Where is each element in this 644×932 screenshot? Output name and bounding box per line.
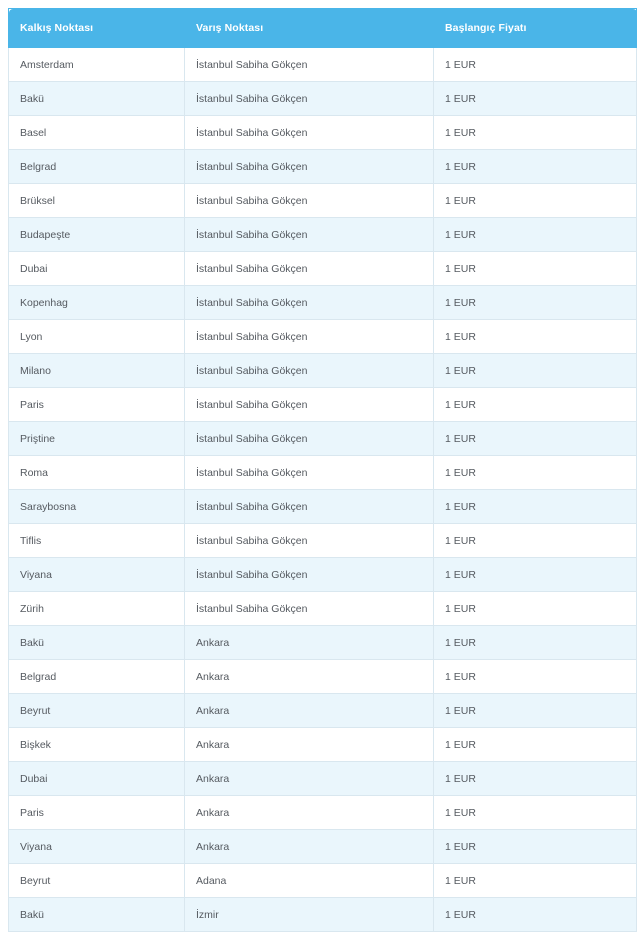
- cell-arrival: Ankara: [185, 694, 434, 728]
- cell-departure: Tiflis: [9, 524, 185, 558]
- cell-arrival: Ankara: [185, 626, 434, 660]
- cell-starting-price: 1 EUR: [434, 558, 637, 592]
- table-row: [9, 422, 637, 456]
- cell-departure: Belgrad: [9, 150, 185, 184]
- cell-departure: Paris: [9, 388, 185, 422]
- cell-departure: Beyrut: [9, 694, 185, 728]
- table-row: [9, 592, 637, 626]
- table-row: [9, 660, 637, 694]
- cell-arrival: Ankara: [185, 830, 434, 864]
- cell-starting-price: 1 EUR: [434, 116, 637, 150]
- cell-departure: Brüksel: [9, 184, 185, 218]
- table-row: [9, 218, 637, 252]
- cell-arrival: Ankara: [185, 762, 434, 796]
- cell-departure: Basel: [9, 116, 185, 150]
- cell-starting-price: 1 EUR: [434, 320, 637, 354]
- cell-arrival: İstanbul Sabiha Gökçen: [185, 592, 434, 626]
- cell-starting-price: 1 EUR: [434, 286, 637, 320]
- table-row: [9, 762, 637, 796]
- cell-departure: Beyrut: [9, 864, 185, 898]
- table-row: [9, 150, 637, 184]
- flights-price-table: [8, 8, 637, 932]
- cell-starting-price: 1 EUR: [434, 422, 637, 456]
- table-row: [9, 796, 637, 830]
- cell-departure: Bakü: [9, 82, 185, 116]
- cell-arrival: Adana: [185, 864, 434, 898]
- table-row: [9, 252, 637, 286]
- table-row: [9, 524, 637, 558]
- cell-arrival: İstanbul Sabiha Gökçen: [185, 252, 434, 286]
- table-row: [9, 320, 637, 354]
- cell-starting-price: 1 EUR: [434, 252, 637, 286]
- cell-starting-price: 1 EUR: [434, 694, 637, 728]
- cell-departure: Bişkek: [9, 728, 185, 762]
- cell-departure: Lyon: [9, 320, 185, 354]
- cell-starting-price: 1 EUR: [434, 490, 637, 524]
- table-body: [9, 48, 637, 932]
- table-row: [9, 728, 637, 762]
- table-header-row: [9, 9, 637, 48]
- cell-arrival: Ankara: [185, 796, 434, 830]
- cell-arrival: İstanbul Sabiha Gökçen: [185, 82, 434, 116]
- cell-departure: Viyana: [9, 830, 185, 864]
- cell-arrival: İstanbul Sabiha Gökçen: [185, 48, 434, 82]
- cell-arrival: İstanbul Sabiha Gökçen: [185, 286, 434, 320]
- cell-departure: Saraybosna: [9, 490, 185, 524]
- cell-departure: Dubai: [9, 762, 185, 796]
- cell-departure: Dubai: [9, 252, 185, 286]
- cell-starting-price: 1 EUR: [434, 898, 637, 932]
- cell-arrival: İstanbul Sabiha Gökçen: [185, 218, 434, 252]
- cell-arrival: İstanbul Sabiha Gökçen: [185, 558, 434, 592]
- cell-starting-price: 1 EUR: [434, 150, 637, 184]
- table-row: [9, 388, 637, 422]
- cell-departure: Priştine: [9, 422, 185, 456]
- cell-departure: Kopenhag: [9, 286, 185, 320]
- cell-arrival: İstanbul Sabiha Gökçen: [185, 422, 434, 456]
- cell-departure: Belgrad: [9, 660, 185, 694]
- cell-starting-price: 1 EUR: [434, 830, 637, 864]
- cell-arrival: İstanbul Sabiha Gökçen: [185, 490, 434, 524]
- table-header: [9, 9, 637, 48]
- table-row: [9, 286, 637, 320]
- cell-arrival: İstanbul Sabiha Gökçen: [185, 524, 434, 558]
- table-row: [9, 116, 637, 150]
- cell-arrival: İzmir: [185, 898, 434, 932]
- cell-starting-price: 1 EUR: [434, 48, 637, 82]
- table-row: [9, 558, 637, 592]
- column-header-arrival: Varış Noktası: [185, 9, 434, 48]
- table-row: [9, 898, 637, 932]
- cell-arrival: Ankara: [185, 728, 434, 762]
- cell-arrival: İstanbul Sabiha Gökçen: [185, 150, 434, 184]
- cell-arrival: İstanbul Sabiha Gökçen: [185, 388, 434, 422]
- table-row: [9, 82, 637, 116]
- column-header-departure: Kalkış Noktası: [9, 9, 185, 48]
- cell-arrival: İstanbul Sabiha Gökçen: [185, 184, 434, 218]
- table-row: [9, 184, 637, 218]
- cell-departure: Bakü: [9, 898, 185, 932]
- table-row: [9, 48, 637, 82]
- cell-starting-price: 1 EUR: [434, 354, 637, 388]
- cell-departure: Bakü: [9, 626, 185, 660]
- table-row: [9, 864, 637, 898]
- cell-arrival: İstanbul Sabiha Gökçen: [185, 354, 434, 388]
- table-row: [9, 626, 637, 660]
- cell-departure: Budapeşte: [9, 218, 185, 252]
- cell-arrival: Ankara: [185, 660, 434, 694]
- cell-starting-price: 1 EUR: [434, 864, 637, 898]
- cell-starting-price: 1 EUR: [434, 82, 637, 116]
- cell-starting-price: 1 EUR: [434, 796, 637, 830]
- cell-starting-price: 1 EUR: [434, 728, 637, 762]
- cell-departure: Amsterdam: [9, 48, 185, 82]
- cell-departure: Paris: [9, 796, 185, 830]
- cell-starting-price: 1 EUR: [434, 524, 637, 558]
- cell-starting-price: 1 EUR: [434, 762, 637, 796]
- cell-starting-price: 1 EUR: [434, 218, 637, 252]
- cell-departure: Viyana: [9, 558, 185, 592]
- cell-arrival: İstanbul Sabiha Gökçen: [185, 116, 434, 150]
- cell-departure: Roma: [9, 456, 185, 490]
- cell-starting-price: 1 EUR: [434, 388, 637, 422]
- cell-starting-price: 1 EUR: [434, 660, 637, 694]
- table-row: [9, 830, 637, 864]
- cell-starting-price: 1 EUR: [434, 456, 637, 490]
- table-row: [9, 354, 637, 388]
- table-row: [9, 490, 637, 524]
- table-row: [9, 456, 637, 490]
- cell-arrival: İstanbul Sabiha Gökçen: [185, 320, 434, 354]
- column-header-starting-price: Başlangıç Fiyatı: [434, 9, 637, 48]
- cell-departure: Milano: [9, 354, 185, 388]
- cell-starting-price: 1 EUR: [434, 592, 637, 626]
- cell-arrival: İstanbul Sabiha Gökçen: [185, 456, 434, 490]
- cell-departure: Zürih: [9, 592, 185, 626]
- cell-starting-price: 1 EUR: [434, 184, 637, 218]
- table-row: [9, 694, 637, 728]
- cell-starting-price: 1 EUR: [434, 626, 637, 660]
